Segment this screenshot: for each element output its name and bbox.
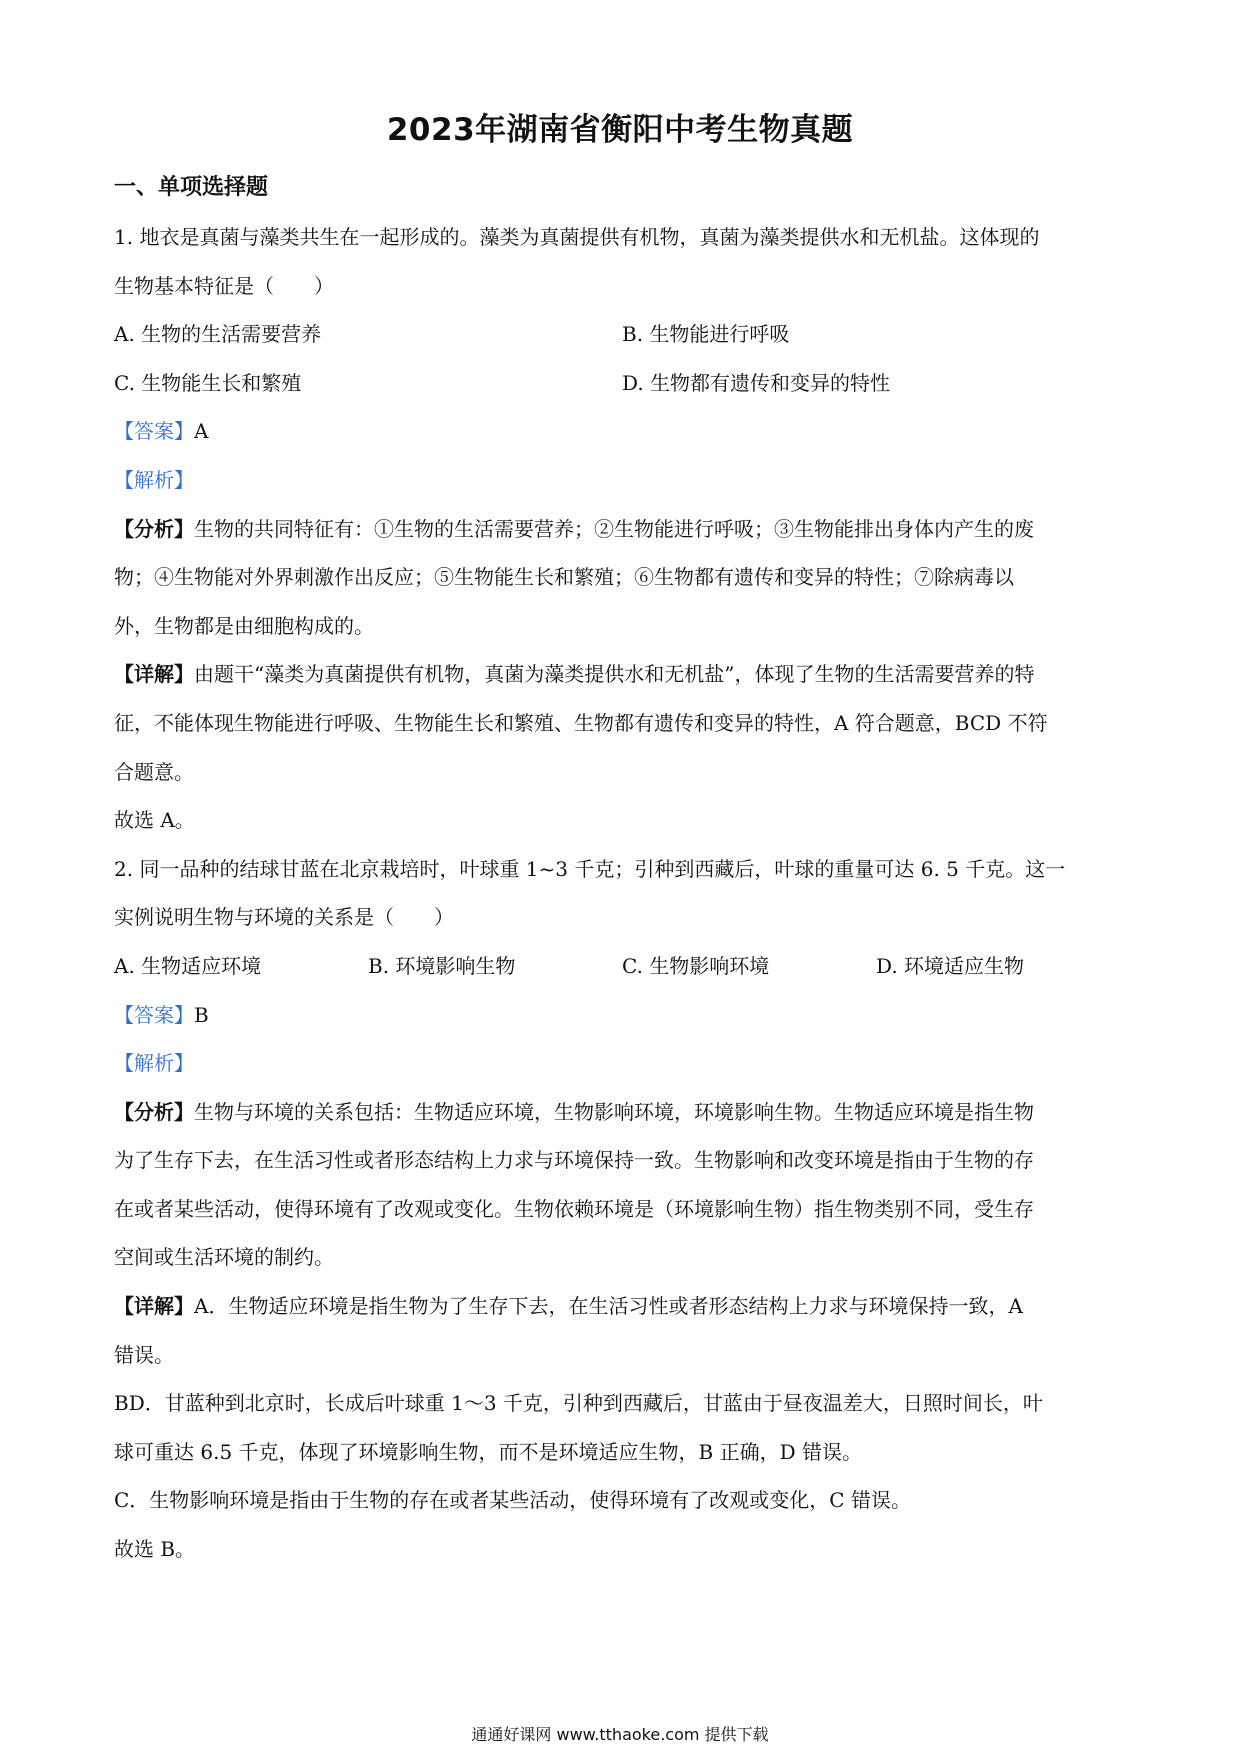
q2-option-a: A. 生物适应环境 <box>114 953 262 978</box>
q1-conclusion: 故选 A。 <box>114 808 195 833</box>
q1-options <box>114 359 1130 408</box>
answer-value: A <box>194 419 209 444</box>
q2-c-line: C．生物影响环境是指由于生物的存在或者某些活动，使得环境有了改观或变化，C 错误。 <box>114 1488 911 1513</box>
q1-answer <box>114 407 1130 456</box>
question-1 <box>114 213 1130 845</box>
q2-fenxi-line: 在或者某些活动，使得环境有了改观或变化。生物依赖环境是（环境影响生物）指生物类别不同，受生存 <box>114 1196 1034 1221</box>
page-title: 2023年湖南省衡阳中考生物真题 <box>386 112 854 148</box>
xiangjie-text: A．生物适应环境是指生物为了生存下去，在生活习性或者形态结构上力求与环境保持一致，A <box>194 1294 1023 1319</box>
q1-stem-line: 1. 地衣是真菌与藻类共生在一起形成的。藻类为真菌提供有机物，真菌为藻类提供水和无机盐。这体现的 <box>114 225 1040 249</box>
q1-option-c: C. 生物能生长和繁殖 <box>114 370 302 395</box>
q2-stem-line: 实例说明生物与环境的关系是（ ） <box>114 905 454 930</box>
q1-xiangjie-line <box>114 650 1130 699</box>
xiangjie-text: 由题干“藻类为真菌提供有机物，真菌为藻类提供水和无机盐”，体现了生物的生活需要营养的特 <box>194 662 1035 687</box>
jiexi-tag: 【解析】 <box>114 1051 194 1076</box>
q1-fenxi-line: 外，生物都是由细胞构成的。 <box>114 613 374 638</box>
fenxi-text: 生物的共同特征有：①生物的生活需要营养；②生物能进行呼吸；③生物能排出身体内产生的废 <box>194 516 1034 541</box>
q2-options <box>114 942 1130 991</box>
q2-xiangjie-line: 错误。 <box>114 1342 174 1367</box>
q2-fenxi-line: 为了生存下去，在生活习性或者形态结构上力求与环境保持一致。生物影响和改变环境是指由于生物的存 <box>114 1148 1034 1173</box>
section-heading: 一、单项选择题 <box>114 175 269 200</box>
q2-bd-line: 球可重达 6.5 千克，体现了环境影响生物，而不是环境适应生物，B 正确，D 错误。 <box>114 1439 862 1464</box>
question-2 <box>114 845 1130 1574</box>
q1-fenxi-line <box>114 505 1130 554</box>
document-body <box>114 168 1130 1574</box>
q1-fenxi-line: 物；④生物能对外界刺激作出反应；⑤生物能生长和繁殖；⑥生物都有遗传和变异的特性；⑦除病毒以 <box>114 565 1014 590</box>
q2-option-b: B. 环境影响生物 <box>368 953 516 978</box>
answer-tag: 【答案】 <box>114 1002 194 1027</box>
q2-option-d: D. 环境适应生物 <box>876 953 1025 978</box>
q2-jiexi <box>114 1039 1130 1088</box>
q1-xiangjie-line: 征，不能体现生物能进行呼吸、生物能生长和繁殖、生物都有遗传和变异的特性，A 符合题意，BCD 不符 <box>114 710 1048 735</box>
q2-fenxi-line <box>114 1088 1130 1137</box>
q2-bd-line: BD．甘蓝种到北京时，长成后叶球重 1～3 千克，引种到西藏后，甘蓝由于昼夜温差大，日照时间长，叶 <box>114 1391 1043 1416</box>
q2-stem-line: 2. 同一品种的结球甘蓝在北京栽培时，叶球重 1~3 千克；引种到西藏后，叶球的重量可达 6. 5 千克。这一 <box>114 856 1066 881</box>
fenxi-tag: 【分析】 <box>114 516 194 541</box>
xiangjie-tag: 【详解】 <box>114 1294 194 1319</box>
q2-answer <box>114 991 1130 1040</box>
q1-jiexi <box>114 456 1130 505</box>
q1-options <box>114 310 1130 359</box>
q1-option-a: A. 生物的生活需要营养 <box>114 322 322 347</box>
q1-option-d: D. 生物都有遗传和变异的特性 <box>622 370 891 395</box>
fenxi-text: 生物与环境的关系包括：生物适应环境，生物影响环境，环境影响生物。生物适应环境是指生物 <box>194 1099 1034 1124</box>
q2-fenxi-line: 空间或生活环境的制约。 <box>114 1245 334 1270</box>
q2-xiangjie-line <box>114 1282 1130 1331</box>
page-footer: 通通好课网 www.tthaoke.com 提供下载 <box>471 1725 769 1744</box>
answer-value: B <box>194 1002 209 1027</box>
q2-conclusion: 故选 B。 <box>114 1537 196 1562</box>
q2-option-c: C. 生物影响环境 <box>622 953 770 978</box>
fenxi-tag: 【分析】 <box>114 1099 194 1124</box>
xiangjie-tag: 【详解】 <box>114 662 194 687</box>
jiexi-tag: 【解析】 <box>114 467 194 492</box>
q1-stem-line: 生物基本特征是（ ） <box>114 273 334 298</box>
q1-option-b: B. 生物能进行呼吸 <box>622 322 790 347</box>
answer-tag: 【答案】 <box>114 419 194 444</box>
q1-xiangjie-line: 合题意。 <box>114 759 194 784</box>
